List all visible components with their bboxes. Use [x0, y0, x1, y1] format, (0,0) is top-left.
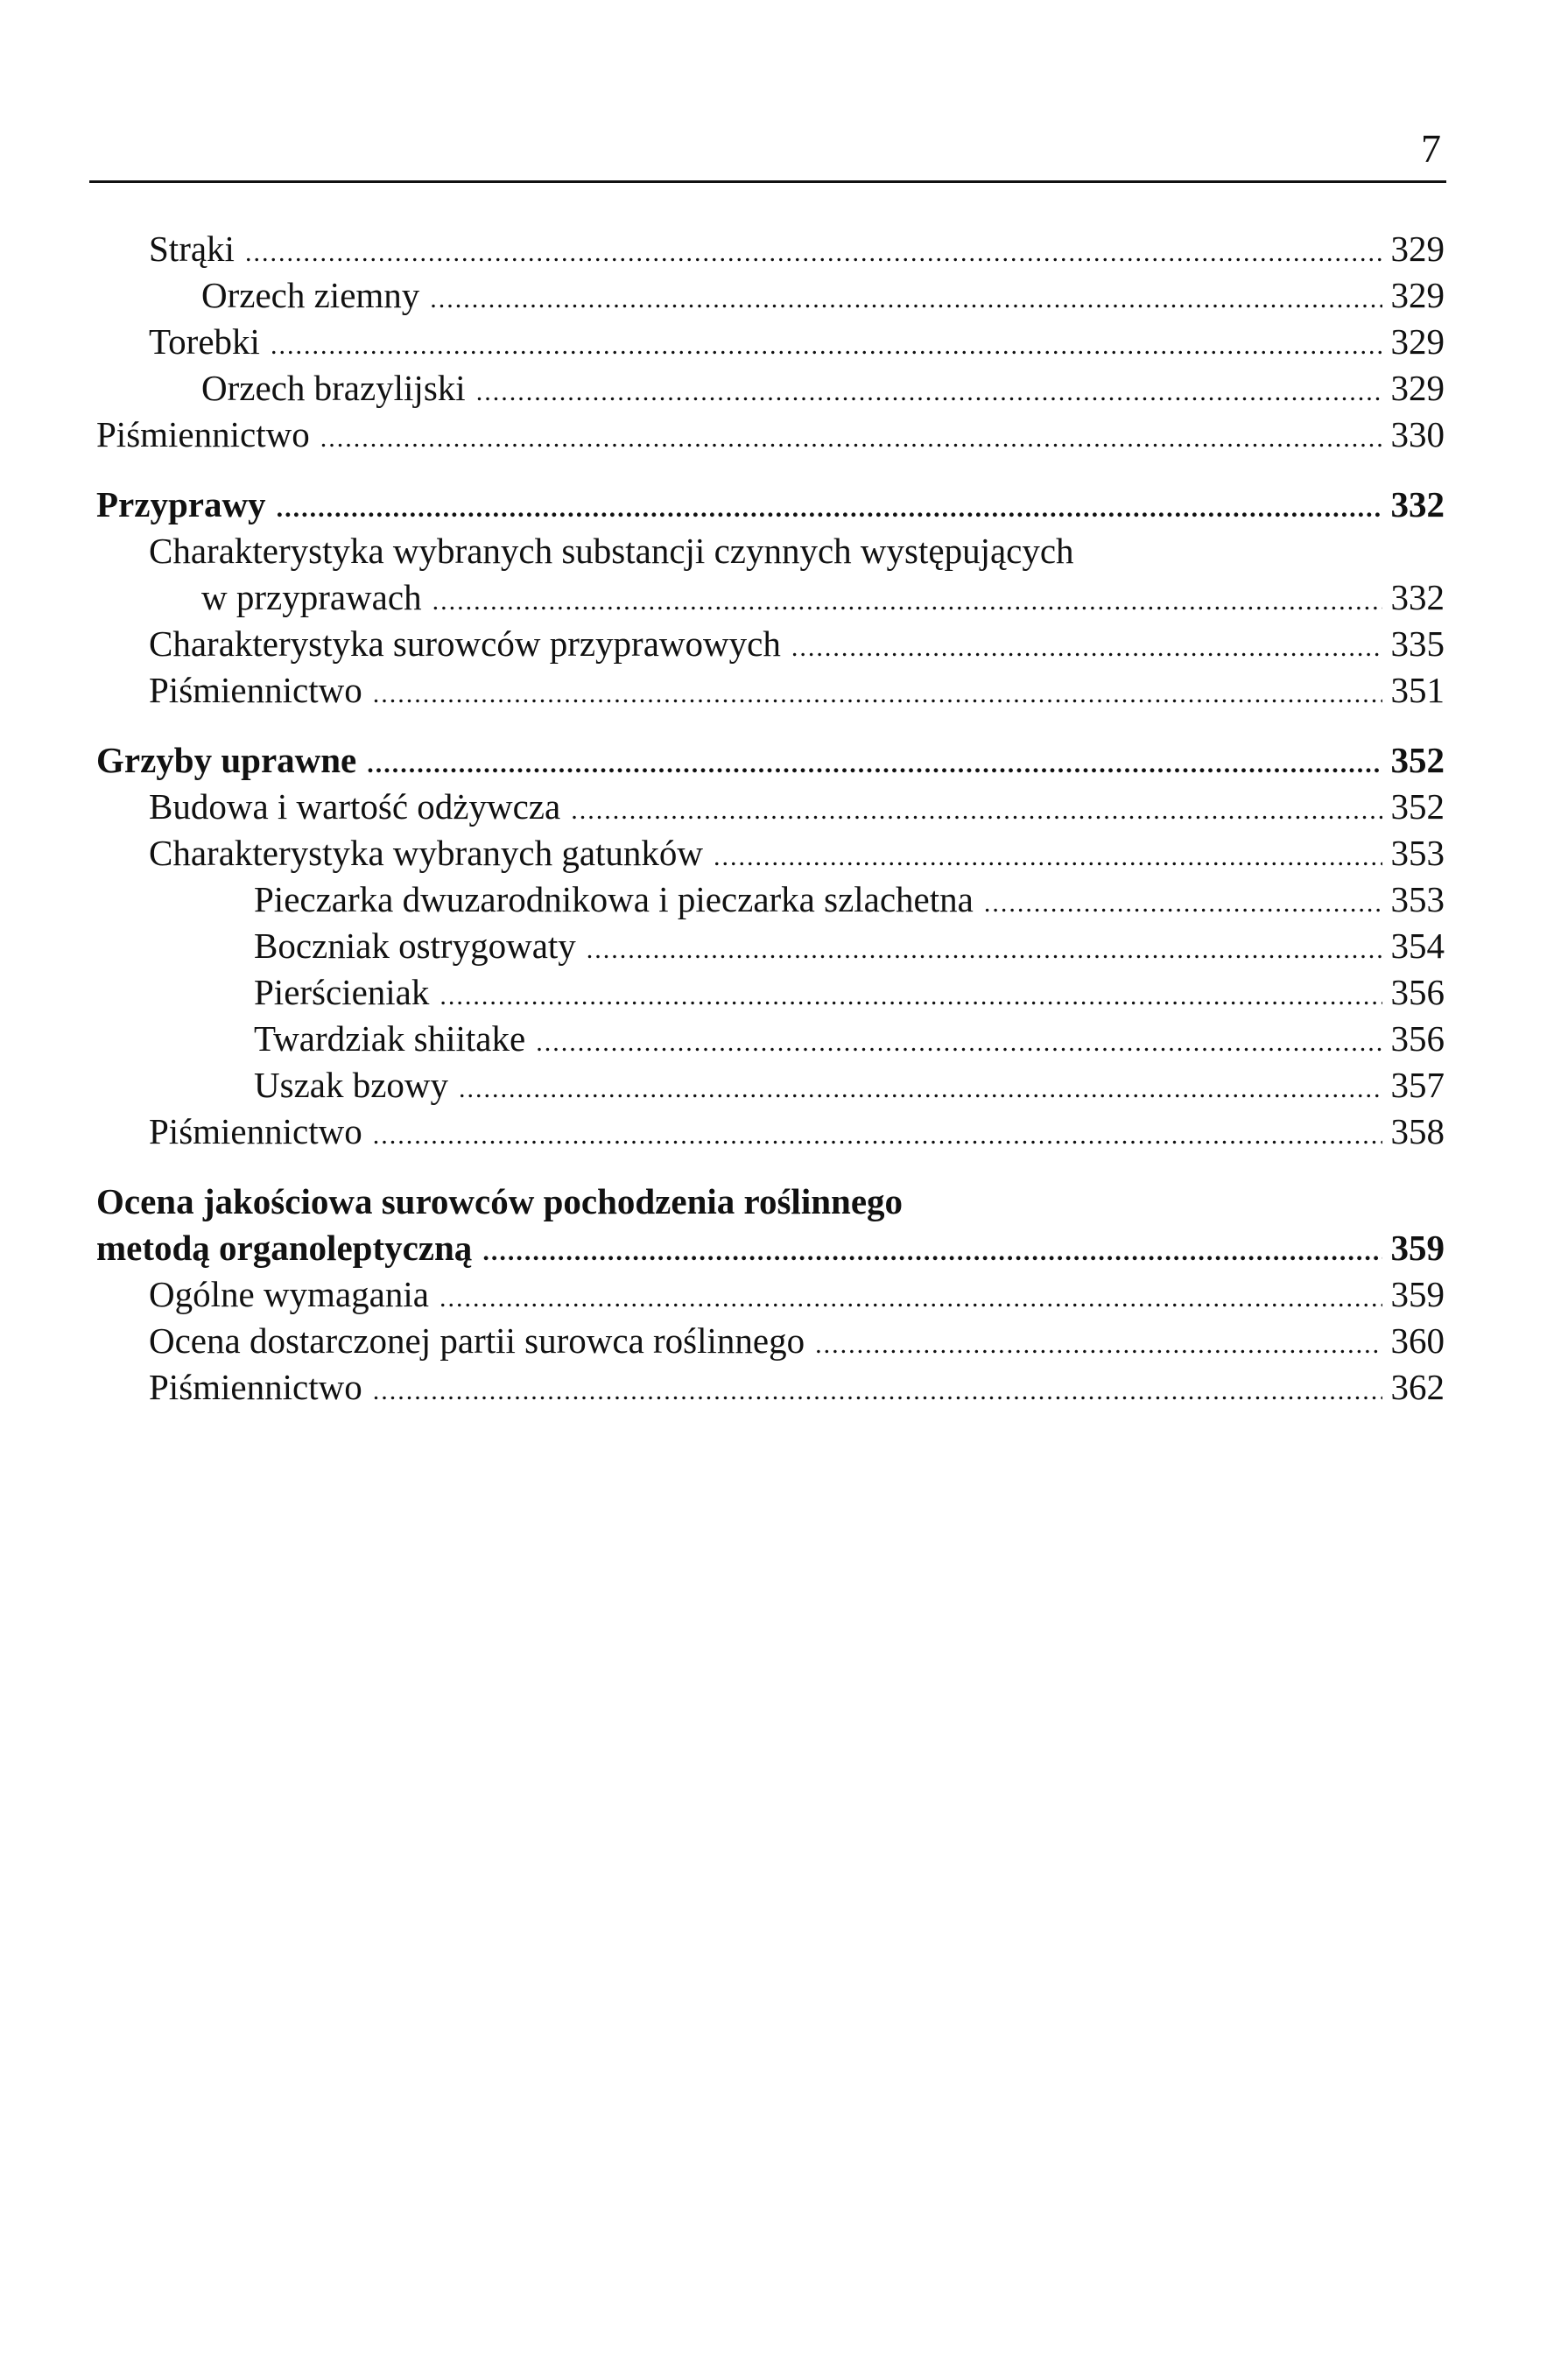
toc-dot-leader	[320, 415, 1382, 461]
toc-entry-page: 360	[1390, 1320, 1445, 1361]
toc-entry	[96, 1318, 1445, 1364]
toc-entry-page: 358	[1390, 1111, 1445, 1151]
toc-entry-label: Ogólne wymagania	[149, 1274, 429, 1314]
toc-dot-leader	[439, 973, 1382, 1019]
toc-entry-page: 353	[1390, 833, 1445, 873]
toc-entry-label: Orzech ziemny	[201, 275, 420, 315]
toc-entry-label: Przyprawy	[96, 484, 266, 524]
toc-chapter-entry	[96, 1179, 1445, 1225]
toc-entry-page: 353	[1390, 879, 1445, 919]
toc-entry-label: Piśmiennictwo	[149, 670, 362, 710]
toc-dot-leader	[791, 624, 1382, 671]
toc-entry-page: 356	[1390, 1018, 1445, 1059]
toc-dot-leader	[373, 1112, 1382, 1158]
toc-dot-leader	[587, 926, 1382, 973]
toc-entry	[96, 784, 1445, 830]
section-gap	[96, 1155, 1445, 1179]
toc-entry	[96, 621, 1445, 667]
toc-entry	[96, 923, 1445, 969]
toc-entry	[96, 969, 1445, 1016]
toc-entry-page: 359	[1390, 1274, 1445, 1314]
toc-entry-label: Strąki	[149, 229, 235, 269]
toc-entry-page: 332	[1390, 577, 1445, 617]
toc-entry-page: 362	[1390, 1367, 1445, 1407]
toc-dot-leader	[432, 578, 1382, 624]
toc-dot-leader	[482, 1228, 1382, 1275]
page-number: 7	[1421, 126, 1441, 171]
section-gap	[96, 714, 1445, 737]
toc-entry-label: metodą organoleptyczną	[96, 1228, 473, 1268]
toc-entry-page: 330	[1390, 414, 1445, 454]
toc-dot-leader	[245, 229, 1382, 276]
toc-chapter-entry	[96, 1225, 1445, 1271]
toc-entry-label: Pierścieniak	[254, 972, 430, 1012]
toc-entry	[96, 667, 1445, 714]
toc-dot-leader	[373, 1368, 1382, 1414]
toc-entry	[96, 1062, 1445, 1109]
toc-entry-page: 329	[1390, 321, 1445, 362]
toc-dot-leader	[271, 322, 1382, 369]
toc-entry-page: 359	[1390, 1228, 1445, 1268]
toc-entry-label: Pieczarka dwuzarodnikowa i pieczarka szlachetna	[254, 879, 974, 919]
toc-dot-leader	[815, 1321, 1382, 1368]
toc-entry	[96, 1016, 1445, 1062]
toc-entry	[96, 365, 1445, 412]
toc-entry-label: Grzyby uprawne	[96, 740, 357, 780]
toc-entry-label: Piśmiennictwo	[149, 1367, 362, 1407]
toc-entry-label: w przyprawach	[201, 577, 422, 617]
toc-dot-leader	[984, 880, 1382, 926]
toc-dot-leader	[277, 485, 1382, 531]
toc-entry-page: 329	[1390, 229, 1445, 269]
toc-entry	[96, 528, 1445, 574]
section-gap	[96, 458, 1445, 482]
toc-entry-page: 329	[1390, 275, 1445, 315]
toc-dot-leader	[459, 1066, 1382, 1112]
toc-entry-label: Budowa i wartość odżywcza	[149, 786, 561, 827]
toc-dot-leader	[367, 741, 1382, 787]
toc-entry-label: Uszak bzowy	[254, 1065, 449, 1105]
toc-entry	[96, 272, 1445, 319]
header-rule	[89, 180, 1446, 183]
toc-entry-page: 354	[1390, 926, 1445, 966]
toc-entry	[96, 574, 1445, 621]
toc-entry	[96, 319, 1445, 365]
toc-dot-leader	[536, 1019, 1382, 1066]
toc-entry	[96, 226, 1445, 272]
toc-entry-label: Piśmiennictwo	[149, 1111, 362, 1151]
toc-entry-label: Piśmiennictwo	[96, 414, 310, 454]
toc-entry-page: 352	[1390, 740, 1445, 780]
toc-entry	[96, 830, 1445, 876]
table-of-contents	[96, 226, 1445, 1411]
toc-entry-label: Twardziak shiitake	[254, 1018, 526, 1059]
toc-entry-page: 332	[1390, 484, 1445, 524]
toc-entry-label: Charakterystyka wybranych gatunków	[149, 833, 704, 873]
toc-entry	[96, 412, 1445, 458]
toc-entry-label: Torebki	[149, 321, 260, 362]
toc-entry-label: Charakterystyka surowców przyprawowych	[149, 623, 781, 664]
toc-entry-label: Ocena jakościowa surowców pochodzenia roślinnego	[96, 1181, 904, 1221]
toc-entry-label: Boczniak ostrygowaty	[254, 926, 576, 966]
toc-entry-page: 356	[1390, 972, 1445, 1012]
toc-entry	[96, 1109, 1445, 1155]
toc-entry-page: 351	[1390, 670, 1445, 710]
toc-entry-label: Orzech brazylijski	[201, 368, 466, 408]
toc-entry	[96, 1364, 1445, 1411]
toc-entry-page: 335	[1390, 623, 1445, 664]
toc-dot-leader	[476, 369, 1382, 415]
toc-chapter-entry	[96, 482, 1445, 528]
toc-entry-page: 329	[1390, 368, 1445, 408]
toc-dot-leader	[571, 787, 1382, 834]
toc-entry	[96, 1271, 1445, 1318]
toc-entry-page: 352	[1390, 786, 1445, 827]
toc-entry-label: Ocena dostarczonej partii surowca roślinnego	[149, 1320, 805, 1361]
toc-dot-leader	[373, 671, 1382, 717]
toc-dot-leader	[430, 276, 1382, 322]
toc-dot-leader	[439, 1275, 1382, 1321]
toc-chapter-entry	[96, 737, 1445, 784]
toc-dot-leader	[714, 834, 1382, 880]
toc-entry	[96, 876, 1445, 923]
toc-entry-page: 357	[1390, 1065, 1445, 1105]
toc-entry-label: Charakterystyka wybranych substancji czynnych występujących	[149, 531, 1074, 571]
